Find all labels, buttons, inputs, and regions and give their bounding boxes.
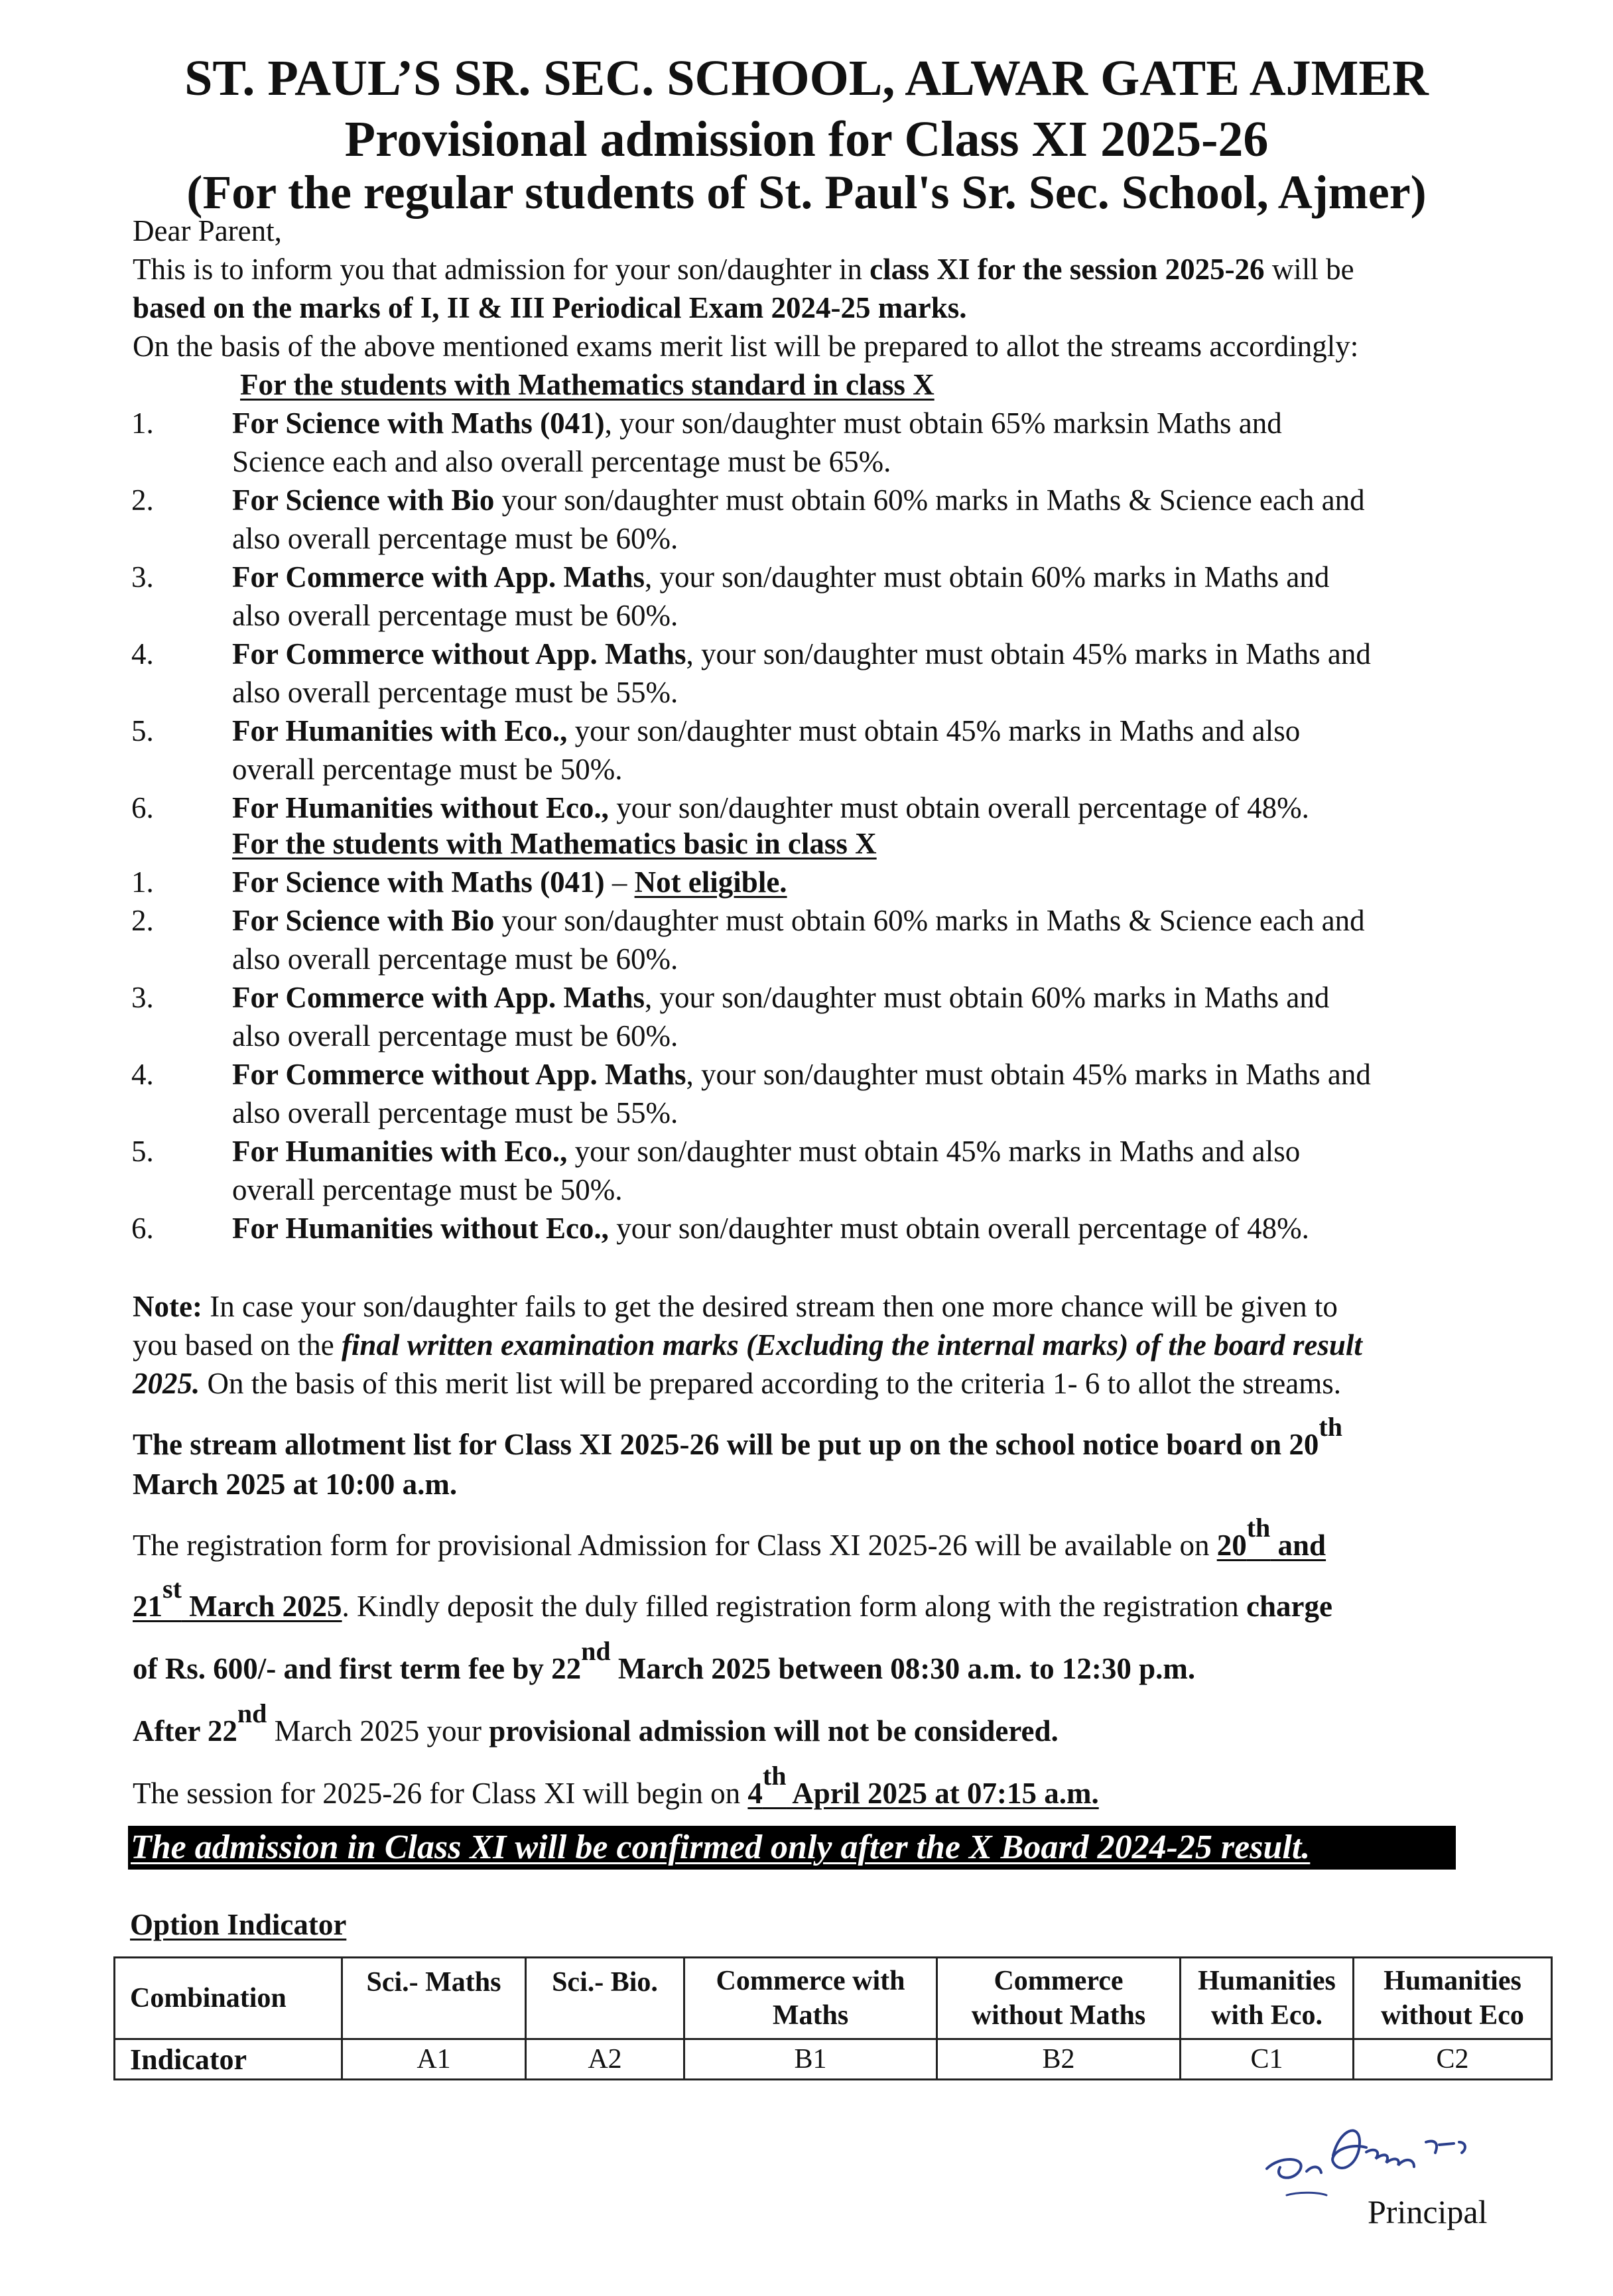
criteria-text-continued: overall percentage must be 50%. xyxy=(232,753,623,786)
criteria-text: your son/daughter must obtain overall percentage of 48%. xyxy=(608,1212,1309,1245)
date-day: 21 xyxy=(133,1590,162,1623)
criteria-item xyxy=(232,906,1365,936)
note-year: 2025. xyxy=(133,1367,200,1400)
date-and: and xyxy=(1270,1529,1326,1562)
criteria-text-continued: also overall percentage must be 60%. xyxy=(232,1019,678,1052)
note-text: In case your son/daughter fails to get the desired stream then one more chance will be given to xyxy=(202,1290,1338,1323)
list-number: 2. xyxy=(131,904,154,937)
session-start-date xyxy=(747,1761,1099,1810)
criteria-stream: For Science with Bio xyxy=(232,904,495,937)
list-number: 2. xyxy=(131,483,154,517)
indicator-code: C1 xyxy=(1181,2039,1354,2080)
indicator-code: C2 xyxy=(1354,2039,1552,2080)
criteria-item xyxy=(232,716,1300,746)
note-line-3 xyxy=(133,1369,1341,1399)
list-number: 3. xyxy=(131,560,154,594)
principal-title: Principal xyxy=(1368,2193,1488,2230)
allotment-text: The stream allotment list for Class XI 2025-26 will be put up on the school notice board on 20 xyxy=(133,1428,1319,1461)
indicator-code: A1 xyxy=(342,2039,526,2080)
ordinal-suffix: th xyxy=(1319,1412,1342,1442)
ordinal-suffix: nd xyxy=(581,1636,611,1666)
intro-line-3: On the basis of the above mentioned exams merit list will be prepared to allot the streams accordingly: xyxy=(133,330,1359,363)
criteria-text: , your son/daughter must obtain 45% marks in Maths and xyxy=(686,1058,1371,1091)
criteria-item xyxy=(232,485,1365,515)
list-number: 3. xyxy=(131,981,154,1014)
allotment-line-1 xyxy=(133,1412,1342,1461)
registration-line-4 xyxy=(133,1698,1059,1748)
criteria-text: , your son/daughter must obtain 60% marks in Maths and xyxy=(645,560,1330,594)
note-line-1 xyxy=(133,1292,1338,1322)
criteria-text: your son/daughter must obtain 60% marks in Maths & Science each and xyxy=(494,483,1365,517)
combination-name-line-2: without Maths xyxy=(971,2000,1146,2031)
intro-text: This is to inform you that admission for your son/daughter in xyxy=(133,253,870,286)
criteria-text: , your son/daughter must obtain 65% marksin Maths and xyxy=(604,407,1282,440)
indicator-label: Indicator xyxy=(115,2039,342,2080)
criteria-stream: For Humanities without Eco., xyxy=(232,791,609,824)
criteria-stream: For Science with Maths (041) xyxy=(232,407,605,440)
criteria-item xyxy=(232,639,1371,669)
criteria-stream: For Commerce with App. Maths xyxy=(232,981,645,1014)
criteria-text-continued: also overall percentage must be 60%. xyxy=(232,522,678,555)
ordinal-suffix: th xyxy=(1246,1513,1271,1543)
combination-cell xyxy=(1354,1958,1552,2039)
registration-line-1 xyxy=(133,1513,1326,1562)
date-day: 4 xyxy=(747,1777,763,1810)
criteria-stream: For Humanities without Eco., xyxy=(232,1212,609,1245)
school-name: ST. PAUL’S SR. SEC. SCHOOL, ALWAR GATE AJMER xyxy=(184,50,1429,106)
list-number: 4. xyxy=(131,1058,154,1091)
note-emphasis: final written examination marks (Excluding the internal marks) of the board result xyxy=(341,1328,1362,1362)
list-number: 4. xyxy=(131,637,154,670)
combination-name-line-2: with Eco. xyxy=(1211,2000,1323,2031)
indicator-code: B1 xyxy=(684,2039,937,2080)
criteria-item xyxy=(232,1060,1371,1090)
indicator-code: B2 xyxy=(937,2039,1181,2080)
criteria-text-continued: also overall percentage must be 55%. xyxy=(232,676,678,709)
combination-cell xyxy=(526,1958,684,2039)
criteria-item xyxy=(232,409,1282,438)
criteria-stream: For Science with Maths (041) xyxy=(232,865,605,899)
criteria-text: your son/daughter must obtain overall percentage of 48%. xyxy=(608,791,1309,824)
criteria-dash: – xyxy=(604,865,635,899)
ordinal-suffix: th xyxy=(762,1761,787,1791)
option-indicator-table xyxy=(113,1956,1553,2080)
registration-start-date xyxy=(1216,1513,1326,1562)
registration-line-3 xyxy=(133,1636,1196,1685)
intro-line-1 xyxy=(133,255,1354,285)
combination-name-line-2: Maths xyxy=(772,2000,849,2031)
confirmation-banner: The admission in Class XI will be confirmed only after the X Board 2024-25 result. xyxy=(128,1826,1456,1870)
criteria-item xyxy=(232,1137,1300,1167)
after-date: After 22 xyxy=(133,1714,237,1748)
list-number: 1. xyxy=(131,407,154,440)
criteria-item xyxy=(232,562,1329,592)
basic-heading: For the students with Mathematics basic in class X xyxy=(232,827,877,860)
fee-text: of Rs. 600/- and first term fee by 22 xyxy=(133,1652,582,1685)
standard-heading: For the students with Mathematics standard in class X xyxy=(240,368,935,401)
criteria-item xyxy=(232,1214,1309,1244)
table-row xyxy=(115,2039,1552,2080)
list-number: 5. xyxy=(131,714,154,747)
ordinal-suffix: st xyxy=(162,1574,182,1604)
criteria-stream: For Humanities with Eco., xyxy=(232,714,568,747)
criteria-item xyxy=(232,983,1329,1013)
session-line xyxy=(133,1761,1099,1810)
intro-line-2: based on the marks of I, II & III Periodical Exam 2024-25 marks. xyxy=(133,291,967,324)
criteria-text: , your son/daughter must obtain 45% marks in Maths and xyxy=(686,637,1371,670)
page-subtitle: (For the regular students of St. Paul's Sr. Sec. School, Ajmer) xyxy=(186,166,1427,219)
criteria-text-continued: overall percentage must be 50%. xyxy=(232,1173,623,1206)
criteria-text: your son/daughter must obtain 45% marks in Maths and also xyxy=(567,714,1301,747)
page-title: Provisional admission for Class XI 2025-26 xyxy=(344,111,1269,167)
table-row xyxy=(115,1958,1552,2039)
fee-deadline: March 2025 between 08:30 a.m. to 12:30 p.m. xyxy=(610,1652,1196,1685)
list-number: 6. xyxy=(131,791,154,824)
combination-name: Sci.- Maths xyxy=(366,1967,501,1998)
intro-text-end: will be xyxy=(1264,253,1354,286)
date-time: April 2025 at 07:15 a.m. xyxy=(786,1777,1099,1810)
note-text: you based on the xyxy=(133,1328,342,1362)
combination-label: Combination xyxy=(115,1958,342,2039)
list-number: 6. xyxy=(131,1212,154,1245)
combination-name: Humanities xyxy=(1198,1965,1336,1996)
intro-session: class XI for the session 2025-26 xyxy=(870,253,1265,286)
option-indicator-title: Option Indicator xyxy=(130,1908,347,1941)
note-text: On the basis of this merit list will be prepared according to the criteria 1- 6 to allot the streams. xyxy=(200,1367,1342,1400)
combination-cell xyxy=(1181,1958,1354,2039)
criteria-text: your son/daughter must obtain 60% marks in Maths & Science each and xyxy=(494,904,1365,937)
ordinal-suffix: nd xyxy=(237,1698,267,1728)
registration-text: March 2025 your xyxy=(267,1714,489,1748)
note-line-2 xyxy=(133,1330,1362,1360)
registration-end-date xyxy=(133,1574,342,1623)
combination-name-line-2: without Eco xyxy=(1381,2000,1524,2031)
combination-cell xyxy=(342,1958,526,2039)
criteria-stream: For Commerce without App. Maths xyxy=(232,637,686,670)
allotment-line-2: March 2025 at 10:00 a.m. xyxy=(133,1468,458,1501)
combination-name: Humanities xyxy=(1384,1965,1521,1996)
criteria-text-continued: also overall percentage must be 55%. xyxy=(232,1096,678,1129)
admission-warning: provisional admission will not be considered. xyxy=(489,1714,1059,1748)
criteria-text-continued: also overall percentage must be 60%. xyxy=(232,599,678,632)
criteria-stream: For Science with Bio xyxy=(232,483,495,517)
list-number: 5. xyxy=(131,1135,154,1168)
list-number: 1. xyxy=(131,865,154,899)
basic-item-1 xyxy=(232,867,787,897)
not-eligible-label: Not eligible. xyxy=(634,865,787,899)
combination-name: Sci.- Bio. xyxy=(552,1967,658,1998)
combination-name: Commerce with xyxy=(716,1965,905,1996)
criteria-stream: For Commerce with App. Maths xyxy=(232,560,645,594)
combination-name: Commerce xyxy=(994,1965,1124,1996)
criteria-stream: For Humanities with Eco., xyxy=(232,1135,568,1168)
indicator-code: A2 xyxy=(526,2039,684,2080)
note-label: Note: xyxy=(133,1290,202,1323)
criteria-item xyxy=(232,793,1309,823)
registration-text: The registration form for provisional Admission for Class XI 2025-26 will be available on xyxy=(133,1529,1217,1562)
session-text: The session for 2025-26 for Class XI will begin on xyxy=(133,1777,748,1810)
date-day: 20 xyxy=(1216,1529,1247,1562)
salutation: Dear Parent, xyxy=(133,214,282,247)
criteria-text-continued: also overall percentage must be 60%. xyxy=(232,942,678,976)
registration-text: . Kindly deposit the duly filled registration form along with the registration xyxy=(342,1590,1247,1623)
combination-cell xyxy=(937,1958,1181,2039)
criteria-text: , your son/daughter must obtain 60% marks in Maths and xyxy=(645,981,1330,1014)
combination-cell xyxy=(684,1958,937,2039)
criteria-stream: For Commerce without App. Maths xyxy=(232,1058,686,1091)
criteria-text: your son/daughter must obtain 45% marks in Maths and also xyxy=(567,1135,1301,1168)
date-month: March 2025 xyxy=(181,1590,342,1623)
registration-charge-label: charge xyxy=(1246,1590,1332,1623)
registration-line-2 xyxy=(133,1574,1332,1623)
criteria-text-continued: Science each and also overall percentage must be 65%. xyxy=(232,445,891,478)
